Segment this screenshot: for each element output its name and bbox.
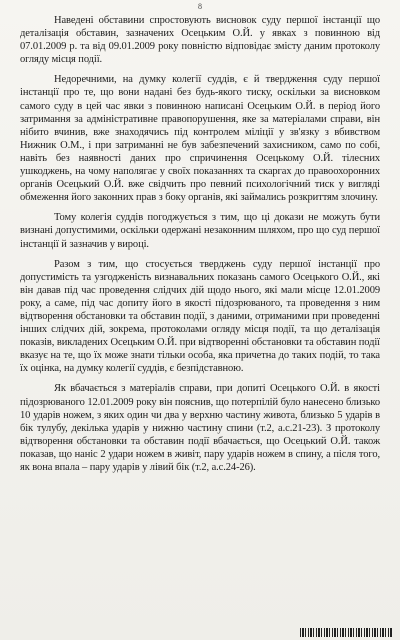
barcode xyxy=(300,628,392,637)
paragraph-5: Як вбачається з матеріалів справи, при допиті Осецького О.Й. в якості підозрюваного 12.01.2009 року він пояснив, що потерпілій було нанесено близько 10 ударів ножем, з яких один чи два у верхню частину живота, близько 5 ударів в бік тулубу, декілька ударів у нижню частину спини (т.2, а.с.21-23). З протоколу відтворення обстановки та обставин події вбачається, що Осецький О.Й. також показав, що наніс 2 удари ножем в живіт, пару ударів ножем в спину, а після того, як вона впала – пару ударів у лівий бік (т.2, а.с.24-26). xyxy=(20,383,380,473)
paragraph-3: Тому колегія суддів погоджується з тим, що ці докази не можуть бути визнані допустимими, оскільки одержані незаконним шляхом, про що суд першої інстанції й зазначив у вироці. xyxy=(20,212,380,250)
paragraph-2: Недоречними, на думку колегії суддів, є й твердження суду першої інстанції про те, що вони надані без будь-якого тиску, оскільки за висновком самого суду в цей час явки з повинною написані Осецьким О.Й. в період його затримання за адміністративне правопорушення, яке за матеріалами справи, він нібито вчинив, вже знаходячись під контролем міліції у зв'язку з вбивством Нижник О.М., і при затриманні не був забезпечений захисником, само по собі, навіть без наявності даних про спричинення Осецькому О.Й. тілесних ушкоджень, на чому наполягає у своїх показаннях та скаргах до правоохоронних органів Осецький О.Й. вже свідчить про певний психологічний тиск у вигляді обмеження його законних прав з боку органів, які займались розкриттям злочину. xyxy=(20,74,380,204)
paragraph-4: Разом з тим, що стосується тверджень суду першої інстанції про допустимість та узгодженість визнавальних показань самого Осецького О.Й., які він давав під час проведення слідчих дій щодо нього, які мали місце 12.01.2009 року, а саме, під час допиту його в якості підозрюваного, та проведення з ним відтворення обстановки та обставин події, з даними, отриманими при проведенні інших слідчих дій, зокрема, протоколами огляду місця події, та що деталізація показів, викладених Осецьким О.Й. при відтворенні обстановки та обставин події вказує на те, що їх може знати тільки особа, яка причетна до таких подій, то така їх оцінка, на думку колегії суддів, є безпідставною. xyxy=(20,258,380,375)
paragraph-1: Наведені обставини спростовують висновок суду першої інстанції що деталізація обставин, зазначених Осецьким О.Й. у явках з повинною від 07.01.2009 р. та від 09.01.2009 року повністю відповідає змісту даним протоколу огляду місця події. xyxy=(20,15,380,66)
page-number: 8 xyxy=(198,2,202,11)
